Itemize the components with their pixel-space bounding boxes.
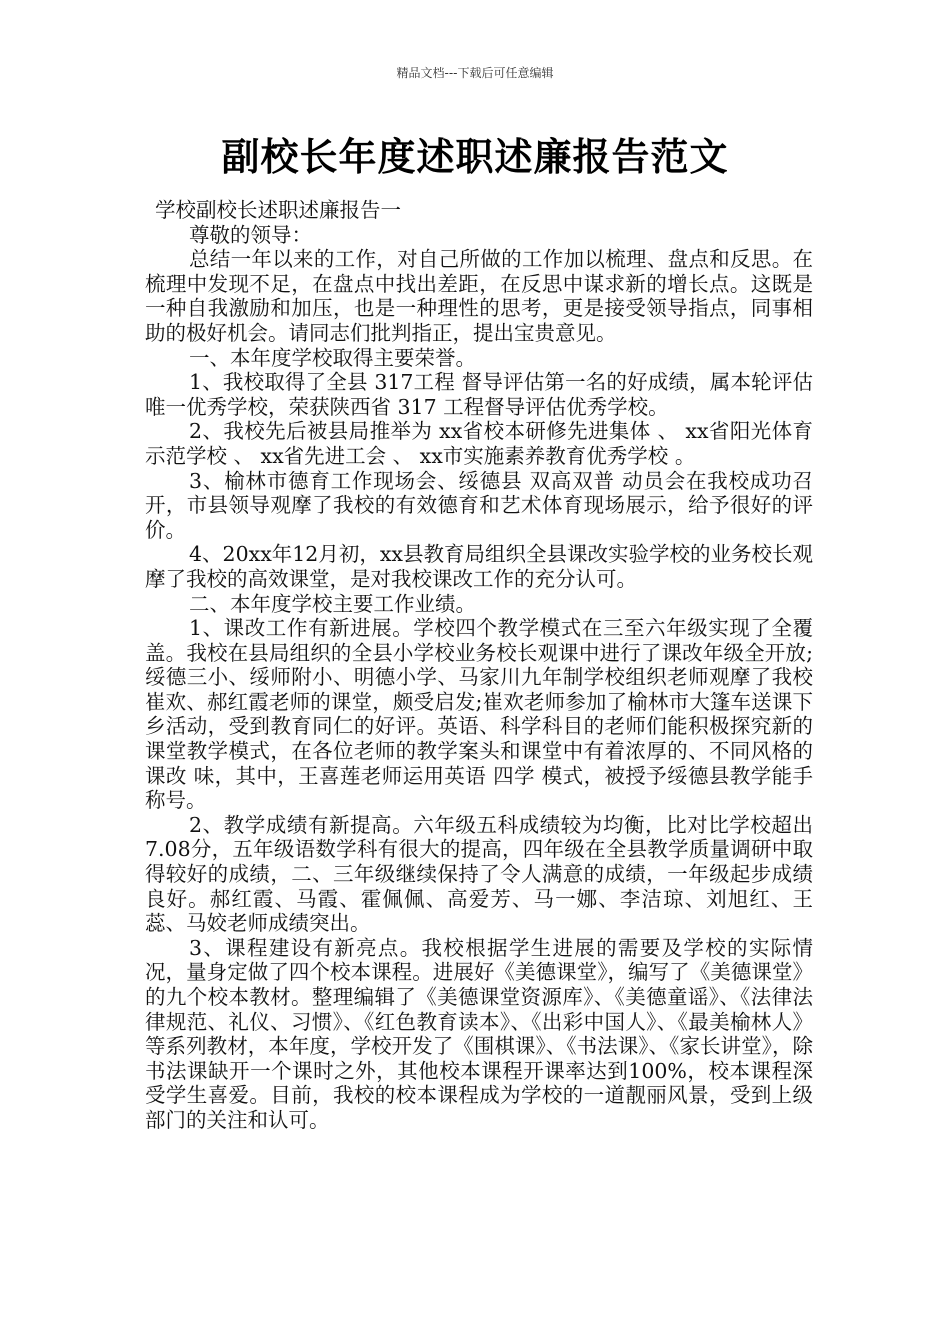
document-title: 副校长年度述职述廉报告范文 xyxy=(221,135,729,179)
paragraph-achievement-1: 1、课改工作有新进展。学校四个教学模式在三至六年级实现了全覆盖。我校在县局组织的全县小学校业务校长观课中进行了课改年级全开放;绥德三小、绥师附小、明德小学、马家川九年制学校组织老师观摩了我校崔欢、郝红霞老师的课堂，颇受启发;崔欢老师参加了榆林市大篷车送课下乡活动，受到教育同仁的好评。英语、科学科目的老师们能积极探究新的课堂教学模式，在各位老师的教学案头和课堂中有着浓厚的、不同风格的 课改 味，其中，王喜莲老师运用英语 四学 模式，被授予绥德县教学能手称号。 xyxy=(145,616,813,813)
paragraph-honor-1: 1、我校取得了全县 317工程 督导评估第一名的好成绩，属本轮评估唯一优秀学校，荣获陕西省 317 工程督导评估优秀学校。 xyxy=(145,370,813,419)
paragraph-honor-3: 3、榆林市德育工作现场会、绥德县 双高双普 动员会在我校成功召开，市县领导观摩了我校的有效德育和艺术体育现场展示，给予很好的评价。 xyxy=(145,468,813,542)
paragraph-achievement-2: 2、教学成绩有新提高。六年级五科成绩较为均衡，比对比学校超出7.08分，五年级语数学科有很大的提高，四年级在全县教学质量调研中取得较好的成绩，二、三年级继续保持了令人满意的成绩，一年级起步成绩良好。郝红霞、马霞、霍佩佩、高爱芳、马一娜、李洁琼、刘旭红、王蕊、马姣老师成绩突出。 xyxy=(145,812,813,936)
paragraph-honor-4: 4、20xx年12月初，xx县教育局组织全县课改实验学校的业务校长观摩了我校的高效课堂，是对我校课改工作的充分认可。 xyxy=(145,542,813,591)
paragraph-intro: 总结一年以来的工作，对自己所做的工作加以梳理、盘点和反思。在梳理中发现不足，在盘点中找出差距，在反思中谋求新的增长点。这既是一种自我激励和加压，也是一种理性的思考，更是接受领导指点，同事相助的极好机会。请同志们批判指正，提出宝贵意见。 xyxy=(145,247,813,345)
page-header: 精品文档---下载后可任意编辑 xyxy=(396,66,554,80)
salutation: 尊敬的领导： xyxy=(189,222,312,247)
document-subtitle: 学校副校长述职述廉报告一 xyxy=(155,198,401,222)
section-heading-honors: 一、本年度学校取得主要荣誉。 xyxy=(189,345,476,370)
paragraph-achievement-3: 3、课程建设有新亮点。我校根据学生进展的需要及学校的实际情况，量身定做了四个校本课程。进展好《美德课堂》，编写了《美德课堂》的九个校本教材。整理编辑了《美德课堂资源库》、《美德童谣》、《法律法律规范、礼仪、习惯》、《红色教育读本》、《出彩中国人》、《最美榆林人》等系列教材，本年度，学校开发了《围棋课》、《书法课》、《家长讲堂》，除书法课缺开一个课时之外，其他校本课程开课率达到100%，校本课程深受学生喜爱。目前，我校的校本课程成为学校的一道靓丽风景，受到上级部门的关注和认可。 xyxy=(145,935,813,1132)
section-heading-achievements: 二、本年度学校主要工作业绩。 xyxy=(189,591,476,616)
document-body xyxy=(145,198,813,1133)
paragraph-honor-2: 2、我校先后被县局推举为 xx省校本研修先进集体 、 xx省阳光体育示范学校 、 xx省先进工会 、 xx市实施素养教育优秀学校 。 xyxy=(145,419,813,468)
